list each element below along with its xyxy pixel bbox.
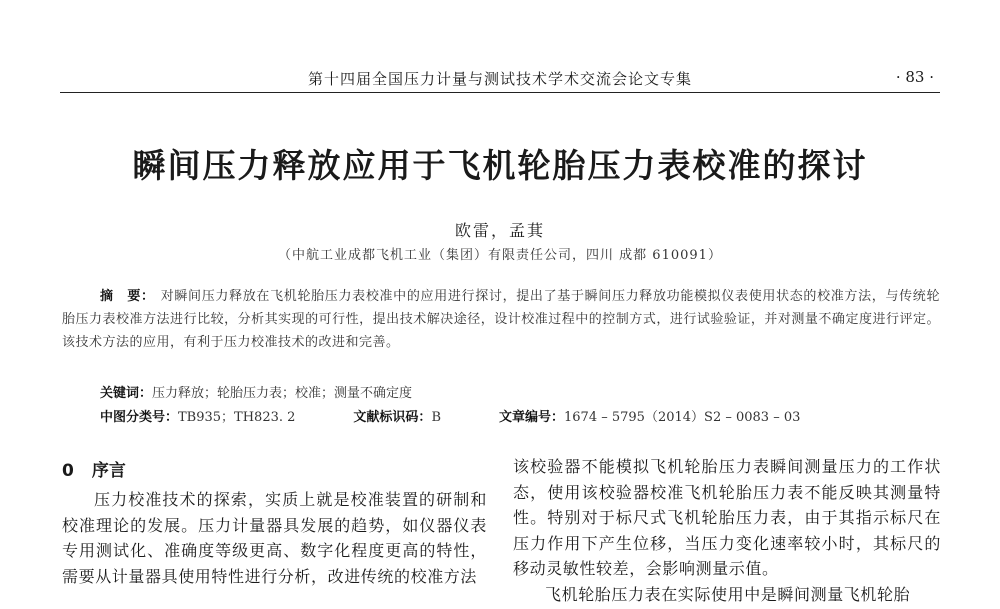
authors: 欧雷，孟萁 [454,221,545,240]
page-number: · 83 · [895,68,934,86]
journal-title: 第十四届全国压力计量与测试技术学术交流会论文专集 [307,70,692,88]
section-heading [62,456,126,481]
keywords-label: 关键词： [100,386,153,401]
doc-code-value: B [431,410,441,425]
clc-label: 中图分类号： [100,410,179,425]
keywords [100,382,412,401]
body-paragraph: 飞机轮胎压力表在实际使用中是瞬间测量飞机轮胎 [545,584,911,604]
paper-title: 瞬间压力释放应用于飞机轮胎压力表校准的探讨 [132,146,868,185]
article-no-value: 1674 – 5795（2014）S2 – 0083 – 03 [564,410,801,425]
running-header [60,66,940,93]
right-column [513,454,941,607]
classification-row [100,406,800,425]
article-no-label: 文章编号： [499,410,565,425]
left-column [62,487,487,589]
clc-value: TB935；TH823. 2 [178,410,296,425]
keywords-text: 压力释放；轮胎压力表；校准；测量不确定度 [152,386,413,401]
affiliation: （中航工业成都飞机工业（集团）有限责任公司，四川 成都 610091） [278,248,722,263]
section-number: 0 [62,461,74,481]
body-paragraph: 压力校准技术的探索，实质上就是校准装置的研制和校准理论的发展。压力计量器具发展的趋势，如仪器仪表专用测试化、准确度等级更高、数字化程度更高的特性，需要从计量器具使用特性进行分析，改进传统的校准方法 [62,490,487,586]
doc-code-label: 文献标识码： [353,410,432,425]
abstract [62,285,940,354]
section-title: 序言 [91,461,126,481]
abstract-label: 摘 要： [100,289,155,304]
abstract-text: 对瞬间压力释放在飞机轮胎压力表校准中的应用进行探讨，提出了基于瞬间压力释放功能模拟仪表使用状态的校准方法，与传统轮胎压力表校准方法进行比较，分析其实现的可行性，提出技术解决途径，设计校准过程中的控制方式，进行试验验证，并对测量不确定度进行评定。该技术方法的应用，有利于压力校准技术的改进和完善。 [62,289,940,350]
body-paragraph: 该校验器不能模拟飞机轮胎压力表瞬间测量压力的工作状态，使用该校验器校准飞机轮胎压力表不能反映其测量特性。特别对于标尺式飞机轮胎压力表，由于其指示标尺在压力作用下产生位移，当压力变化速率较小时，其标尺的移动灵敏性较差，会影响测量示值。 [513,457,941,578]
